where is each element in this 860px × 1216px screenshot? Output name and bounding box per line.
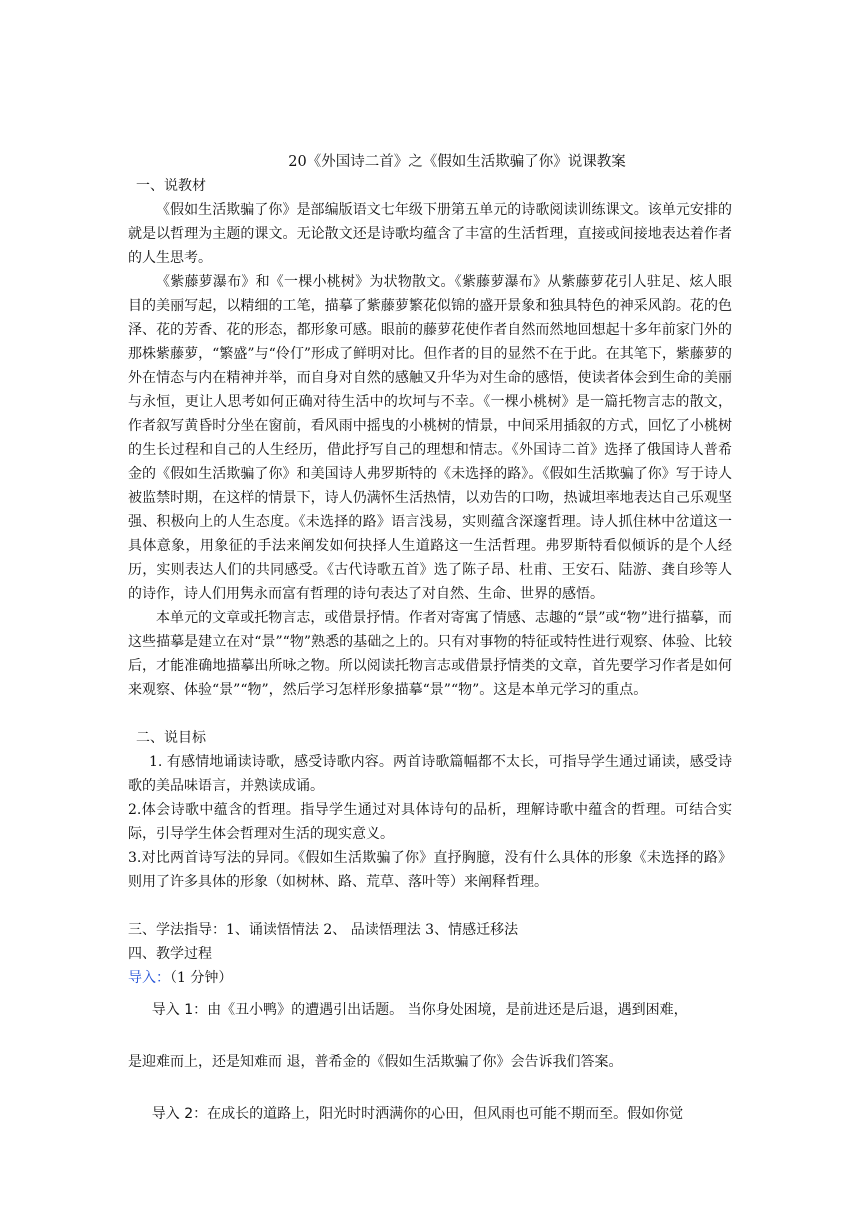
intro-1-line-2: 是迎难而上，还是知难而 退，普希金的《假如生活欺骗了你》会告诉我们答案。: [128, 1054, 623, 1070]
goal-item: 1. 有感情地诵读诗歌，感受诗歌内容。两首诗歌篇幅都不太长，可指导学生通过诵读，感受诗歌的美品味语言，并熟读成诵。: [128, 754, 732, 794]
intro-line: [128, 966, 732, 990]
spacer: [128, 702, 732, 726]
intro-time: （1 分钟）: [170, 970, 233, 986]
spacer: [128, 1074, 732, 1102]
paragraph: 《假如生活欺骗了你》是部编版语文七年级下册第五单元的诗歌阅读训练课文。该单元安排的就是以哲理为主题的课文。无论散文还是诗歌均蕴含了丰富的生活哲理，直接或间接地表达着作者的人生思考。: [128, 202, 732, 266]
paragraph: 《紫藤萝瀑布》和《一棵小桃树》为状物散文。《紫藤萝瀑布》从紫藤萝花引人驻足、炫人眼目的美丽写起，以精细的工笔，描摹了紫藤萝繁花似锦的盛开景象和独具特色的神采风韵。花的色泽、花的芳香、花的形态，都形象可感。眼前的藤萝花使作者自然而然地回想起十多年前家门外的那株紫藤萝，“繁盛”与“伶仃”形成了鲜明对比。但作者的目的显然不在于此。在其笔下，紫藤萝的外在情态与内在精神并举，而自身对自然的感触又升华为对生命的感悟，使读者体会到生命的美丽与永恒，更让人思考如何正确对待生活中的坎坷与不幸。《一棵小桃树》是一篇托物言志的散文，作者叙写黄昏时分坐在窗前，看风雨中摇曳的小桃树的情景，中间采用插叙的方式，回忆了小桃树的生长过程和自己的人生经历，借此抒写自己的理想和情志。《外国诗二首》选择了俄国诗人普希金的《假如生活欺骗了你》和美国诗人弗罗斯特的《未选择的路》。《假如生活欺骗了你》写于诗人被监禁时期，在这样的情景下，诗人仍满怀生活热情，以劝告的口吻，热诚坦率地表达自己乐观坚强、积极向上的人生态度。《未选择的路》语言浅易，实则蕴含深邃哲理。诗人抓住林中岔道这一具体意象，用象征的手法来阐发如何抉择人生道路这一生活哲理。弗罗斯特看似倾诉的是个人经历，实则表达人们的共同感受。《古代诗歌五首》选了陈子昂、杜甫、王安石、陆游、龚自珍等人的诗作，诗人们用隽永而富有哲理的诗句表达了对自然、生命、世界的感悟。: [128, 274, 732, 602]
section-heading-methods: 三、学法指导：1、诵读悟情法 2、 品读悟理法 3、情感迁移法: [128, 922, 519, 938]
goal-item: 2.体会诗歌中蕴含的哲理。指导学生通过对具体诗句的品析，理解诗歌中蕴含的哲理。可结合实际，引导学生体会哲理对生活的现实意义。: [128, 802, 732, 842]
intro-1-line-1: 导入 1：由《丑小鸭》的遭遇引出话题。 当你身处困境，是前进还是后退，遇到困难，: [151, 1002, 688, 1018]
page-title: 20《外国诗二首》之《假如生活欺骗了你》说课教案: [288, 154, 626, 170]
section-heading-goals: 二、说目标: [136, 730, 206, 746]
intro-label: 导入：: [128, 970, 170, 986]
goal-item: 3.对比两首诗写法的异同。《假如生活欺骗了你》直抒胸臆，没有什么具体的形象《未选择的路》则用了许多具体的形象（如树林、路、荒草、落叶等）来阐释哲理。: [128, 850, 732, 890]
section-heading-textbook: 一、说教材: [136, 178, 206, 194]
section-heading-process: 四、教学过程: [128, 946, 212, 962]
document-body: [128, 150, 732, 1126]
paragraph: 本单元的文章或托物言志，或借景抒情。作者对寄寓了情感、志趣的“景”或“物”进行描摹，而这些描摹是建立在对“景”“物”熟悉的基础之上的。只有对事物的特征或特性进行观察、体验、比较后，才能准确地描摹出所咏之物。所以阅读托物言志或借景抒情类的文章，首先要学习作者是如何来观察、体验“景”“物”，然后学习怎样形象描摹“景”“物”。这是本单元学习的重点。: [128, 610, 732, 698]
spacer: [128, 894, 732, 918]
spacer: [128, 1022, 732, 1050]
intro-text-block: [128, 998, 732, 1126]
intro-2-line-1: 导入 2：在成长的道路上，阳光时时洒满你的心田，但风雨也可能不期而至。假如你觉: [151, 1106, 684, 1122]
